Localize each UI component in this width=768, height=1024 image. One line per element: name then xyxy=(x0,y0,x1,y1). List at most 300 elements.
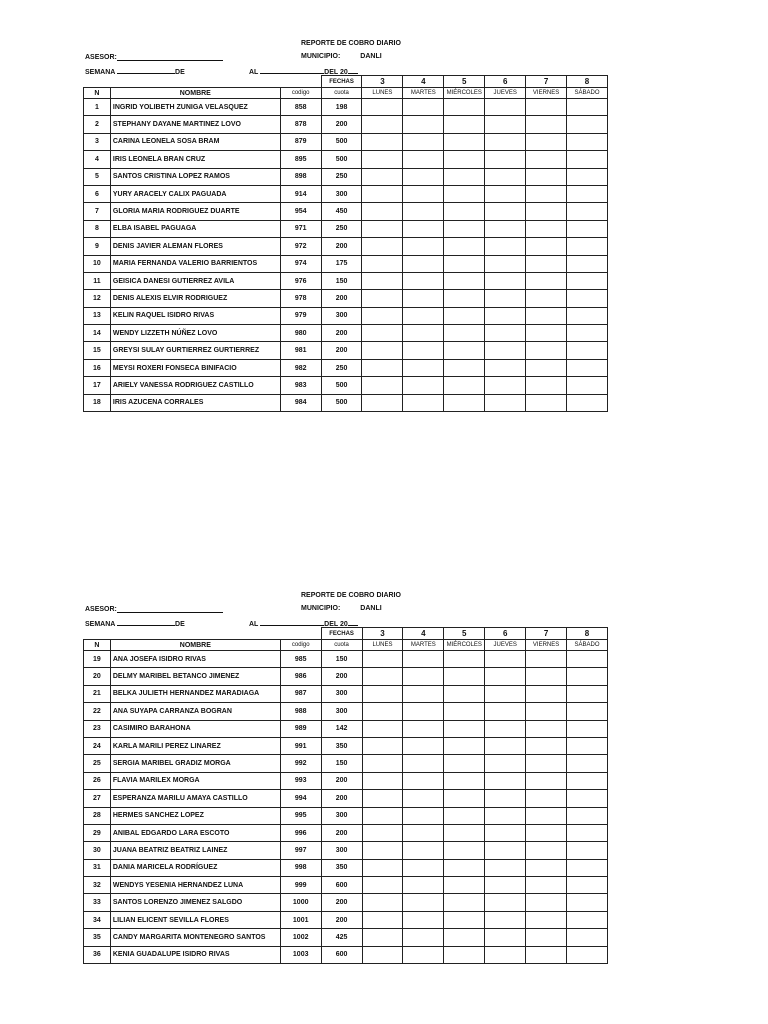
daily-payment-cell[interactable] xyxy=(403,807,444,824)
daily-payment-cell[interactable] xyxy=(444,220,485,237)
daily-payment-cell[interactable] xyxy=(362,359,403,376)
daily-payment-cell[interactable] xyxy=(526,824,567,841)
daily-payment-cell[interactable] xyxy=(362,272,403,289)
daily-payment-cell[interactable] xyxy=(403,772,444,789)
daily-payment-cell[interactable] xyxy=(444,272,485,289)
daily-payment-cell[interactable] xyxy=(526,877,567,894)
de-label: DE xyxy=(175,621,185,628)
daily-payment-cell[interactable] xyxy=(567,272,608,289)
daily-payment-cell[interactable] xyxy=(403,737,444,754)
daily-payment-cell[interactable] xyxy=(403,703,444,720)
client-quota: 450 xyxy=(321,203,362,220)
daily-payment-cell[interactable] xyxy=(362,377,403,394)
table-row xyxy=(84,772,608,789)
daily-payment-cell[interactable] xyxy=(526,685,567,702)
daily-payment-cell[interactable] xyxy=(567,929,608,946)
daily-payment-cell[interactable] xyxy=(362,203,403,220)
daily-payment-cell[interactable] xyxy=(567,168,608,185)
daily-payment-cell[interactable] xyxy=(567,859,608,876)
daily-payment-cell[interactable] xyxy=(362,894,403,911)
daily-payment-cell[interactable] xyxy=(444,668,485,685)
daily-payment-cell[interactable] xyxy=(526,807,567,824)
daily-payment-cell[interactable] xyxy=(403,238,444,255)
daily-payment-cell[interactable] xyxy=(485,238,526,255)
daily-payment-cell[interactable] xyxy=(403,359,444,376)
table-row xyxy=(84,894,608,911)
daily-payment-cell[interactable] xyxy=(567,946,608,963)
daily-payment-cell[interactable] xyxy=(567,290,608,307)
daily-payment-cell[interactable] xyxy=(526,842,567,859)
daily-payment-cell[interactable] xyxy=(444,307,485,324)
day-number: 3 xyxy=(362,76,403,88)
daily-payment-cell[interactable] xyxy=(485,807,526,824)
daily-payment-cell[interactable] xyxy=(403,790,444,807)
daily-payment-cell[interactable] xyxy=(403,151,444,168)
daily-payment-cell[interactable] xyxy=(444,203,485,220)
daily-payment-cell[interactable] xyxy=(444,824,485,841)
table-row xyxy=(84,133,608,150)
daily-payment-cell[interactable] xyxy=(444,185,485,202)
client-quota: 425 xyxy=(321,929,362,946)
daily-payment-cell[interactable] xyxy=(567,668,608,685)
daily-payment-cell[interactable] xyxy=(362,755,403,772)
client-code: 954 xyxy=(280,203,321,220)
daily-payment-cell[interactable] xyxy=(526,342,567,359)
daily-payment-cell[interactable] xyxy=(403,394,444,411)
daily-payment-cell[interactable] xyxy=(567,911,608,928)
daily-payment-cell[interactable] xyxy=(403,325,444,342)
daily-payment-cell[interactable] xyxy=(567,255,608,272)
daily-payment-cell[interactable] xyxy=(403,755,444,772)
daily-payment-cell[interactable] xyxy=(567,772,608,789)
daily-payment-cell[interactable] xyxy=(444,859,485,876)
client-quota: 198 xyxy=(321,99,362,116)
daily-payment-cell[interactable] xyxy=(403,685,444,702)
row-number: 2 xyxy=(84,116,111,133)
daily-payment-cell[interactable] xyxy=(526,755,567,772)
daily-payment-cell[interactable] xyxy=(403,877,444,894)
daily-payment-cell[interactable] xyxy=(567,703,608,720)
daily-payment-cell[interactable] xyxy=(485,290,526,307)
daily-payment-cell[interactable] xyxy=(526,307,567,324)
client-quota: 300 xyxy=(321,807,362,824)
client-quota: 300 xyxy=(321,703,362,720)
daily-payment-cell[interactable] xyxy=(444,685,485,702)
daily-payment-cell[interactable] xyxy=(403,377,444,394)
client-name: SERGIA MARIBEL GRADIZ MORGA xyxy=(110,755,280,772)
daily-payment-cell[interactable] xyxy=(526,325,567,342)
daily-payment-cell[interactable] xyxy=(485,824,526,841)
daily-payment-cell[interactable] xyxy=(444,807,485,824)
daily-payment-cell[interactable] xyxy=(567,790,608,807)
daily-payment-cell[interactable] xyxy=(526,668,567,685)
daily-payment-cell[interactable] xyxy=(567,116,608,133)
table-row xyxy=(84,99,608,116)
daily-payment-cell[interactable] xyxy=(485,359,526,376)
row-number: 24 xyxy=(84,737,111,754)
row-number: 3 xyxy=(84,133,111,150)
row-number: 20 xyxy=(84,668,111,685)
municipio-label: MUNICIPIO: xyxy=(301,53,341,60)
daily-payment-cell[interactable] xyxy=(444,894,485,911)
daily-payment-cell[interactable] xyxy=(403,842,444,859)
daily-payment-cell[interactable] xyxy=(444,133,485,150)
asesor-blank[interactable] xyxy=(117,52,223,61)
table-row xyxy=(84,168,608,185)
client-name: GLORIA MARIA RODRIGUEZ DUARTE xyxy=(110,203,280,220)
daily-payment-cell[interactable] xyxy=(444,737,485,754)
report-title: REPORTE DE COBRO DIARIO xyxy=(301,592,401,599)
day-name-header: LUNES xyxy=(362,640,403,651)
daily-payment-cell[interactable] xyxy=(362,859,403,876)
table-row xyxy=(84,720,608,737)
daily-payment-cell[interactable] xyxy=(362,342,403,359)
daily-payment-cell[interactable] xyxy=(362,394,403,411)
header-row-columns xyxy=(84,640,608,651)
day-name-header: SÁBADO xyxy=(567,88,608,99)
fechas-label: FECHAS xyxy=(321,628,362,640)
daily-payment-cell[interactable] xyxy=(444,290,485,307)
report-title: REPORTE DE COBRO DIARIO xyxy=(301,40,401,47)
row-number: 34 xyxy=(84,911,111,928)
day-name-header: VIERNES xyxy=(526,640,567,651)
daily-payment-cell[interactable] xyxy=(485,651,526,668)
daily-payment-cell[interactable] xyxy=(526,203,567,220)
daily-payment-cell[interactable] xyxy=(444,359,485,376)
daily-payment-cell[interactable] xyxy=(444,238,485,255)
daily-payment-cell[interactable] xyxy=(485,929,526,946)
collection-table xyxy=(83,75,608,412)
semana-blank[interactable] xyxy=(117,618,175,626)
table-row xyxy=(84,911,608,928)
daily-payment-cell[interactable] xyxy=(526,929,567,946)
client-code: 914 xyxy=(280,185,321,202)
daily-payment-cell[interactable] xyxy=(444,394,485,411)
daily-payment-cell[interactable] xyxy=(444,720,485,737)
daily-payment-cell[interactable] xyxy=(526,651,567,668)
daily-payment-cell[interactable] xyxy=(362,255,403,272)
daily-payment-cell[interactable] xyxy=(526,946,567,963)
table-row xyxy=(84,255,608,272)
daily-payment-cell[interactable] xyxy=(526,703,567,720)
daily-payment-cell[interactable] xyxy=(444,255,485,272)
daily-payment-cell[interactable] xyxy=(526,116,567,133)
client-quota: 200 xyxy=(321,116,362,133)
client-code: 1003 xyxy=(280,946,321,963)
daily-payment-cell[interactable] xyxy=(403,894,444,911)
daily-payment-cell[interactable] xyxy=(403,929,444,946)
client-name: GREYSI SULAY GURTIERREZ GURTIERREZ xyxy=(110,342,280,359)
daily-payment-cell[interactable] xyxy=(403,272,444,289)
day-number: 3 xyxy=(362,628,403,640)
daily-payment-cell[interactable] xyxy=(485,151,526,168)
daily-payment-cell[interactable] xyxy=(526,894,567,911)
daily-payment-cell[interactable] xyxy=(403,99,444,116)
daily-payment-cell[interactable] xyxy=(567,842,608,859)
daily-payment-cell[interactable] xyxy=(485,668,526,685)
daily-payment-cell[interactable] xyxy=(444,842,485,859)
daily-payment-cell[interactable] xyxy=(485,755,526,772)
daily-payment-cell[interactable] xyxy=(444,772,485,789)
daily-payment-cell[interactable] xyxy=(403,651,444,668)
client-code: 998 xyxy=(280,859,321,876)
daily-payment-cell[interactable] xyxy=(567,359,608,376)
client-name: DENIS ALEXIS ELVIR RODRIGUEZ xyxy=(110,290,280,307)
daily-payment-cell[interactable] xyxy=(362,116,403,133)
daily-payment-cell[interactable] xyxy=(485,772,526,789)
client-code: 858 xyxy=(280,99,321,116)
daily-payment-cell[interactable] xyxy=(362,185,403,202)
daily-payment-cell[interactable] xyxy=(444,342,485,359)
daily-payment-cell[interactable] xyxy=(485,946,526,963)
row-number: 29 xyxy=(84,824,111,841)
daily-payment-cell[interactable] xyxy=(567,377,608,394)
daily-payment-cell[interactable] xyxy=(526,238,567,255)
daily-payment-cell[interactable] xyxy=(362,946,403,963)
municipio-label: MUNICIPIO: xyxy=(301,605,341,612)
client-quota: 200 xyxy=(321,824,362,841)
daily-payment-cell[interactable] xyxy=(485,342,526,359)
daily-payment-cell[interactable] xyxy=(403,307,444,324)
daily-payment-cell[interactable] xyxy=(485,116,526,133)
daily-payment-cell[interactable] xyxy=(362,842,403,859)
daily-payment-cell[interactable] xyxy=(403,116,444,133)
daily-payment-cell[interactable] xyxy=(444,377,485,394)
row-number: 6 xyxy=(84,185,111,202)
daily-payment-cell[interactable] xyxy=(403,203,444,220)
daily-payment-cell[interactable] xyxy=(444,116,485,133)
daily-payment-cell[interactable] xyxy=(403,133,444,150)
daily-payment-cell[interactable] xyxy=(526,185,567,202)
daily-payment-cell[interactable] xyxy=(526,255,567,272)
semana-blank[interactable] xyxy=(117,66,175,74)
daily-payment-cell[interactable] xyxy=(526,359,567,376)
table-row xyxy=(84,325,608,342)
row-number: 4 xyxy=(84,151,111,168)
daily-payment-cell[interactable] xyxy=(362,877,403,894)
daily-payment-cell[interactable] xyxy=(485,911,526,928)
daily-payment-cell[interactable] xyxy=(526,272,567,289)
daily-payment-cell[interactable] xyxy=(526,99,567,116)
daily-payment-cell[interactable] xyxy=(526,790,567,807)
daily-payment-cell[interactable] xyxy=(485,685,526,702)
daily-payment-cell[interactable] xyxy=(444,99,485,116)
daily-payment-cell[interactable] xyxy=(444,168,485,185)
daily-payment-cell[interactable] xyxy=(526,720,567,737)
daily-payment-cell[interactable] xyxy=(485,842,526,859)
client-code: 972 xyxy=(280,238,321,255)
client-quota: 200 xyxy=(321,772,362,789)
row-number: 5 xyxy=(84,168,111,185)
daily-payment-cell[interactable] xyxy=(403,220,444,237)
daily-payment-cell[interactable] xyxy=(362,238,403,255)
client-quota: 300 xyxy=(321,842,362,859)
table-row xyxy=(84,359,608,376)
daily-payment-cell[interactable] xyxy=(362,807,403,824)
daily-payment-cell[interactable] xyxy=(362,720,403,737)
daily-payment-cell[interactable] xyxy=(485,168,526,185)
daily-payment-cell[interactable] xyxy=(567,737,608,754)
daily-payment-cell[interactable] xyxy=(567,755,608,772)
client-name: CARINA LEONELA SOSA BRAM xyxy=(110,133,280,150)
daily-payment-cell[interactable] xyxy=(567,685,608,702)
municipio-value: DANLI xyxy=(360,53,382,60)
daily-payment-cell[interactable] xyxy=(403,255,444,272)
daily-payment-cell[interactable] xyxy=(403,859,444,876)
daily-payment-cell[interactable] xyxy=(444,911,485,928)
daily-payment-cell[interactable] xyxy=(485,394,526,411)
daily-payment-cell[interactable] xyxy=(403,946,444,963)
daily-payment-cell[interactable] xyxy=(526,911,567,928)
client-name: IRIS LEONELA BRAN CRUZ xyxy=(110,151,280,168)
daily-payment-cell[interactable] xyxy=(485,877,526,894)
daily-payment-cell[interactable] xyxy=(567,877,608,894)
daily-payment-cell[interactable] xyxy=(526,377,567,394)
daily-payment-cell[interactable] xyxy=(362,290,403,307)
client-quota: 200 xyxy=(321,668,362,685)
daily-payment-cell[interactable] xyxy=(362,824,403,841)
row-number: 27 xyxy=(84,790,111,807)
asesor-field xyxy=(85,604,223,613)
daily-payment-cell[interactable] xyxy=(567,342,608,359)
daily-payment-cell[interactable] xyxy=(485,737,526,754)
header-spacer xyxy=(280,628,321,640)
daily-payment-cell[interactable] xyxy=(362,307,403,324)
daily-payment-cell[interactable] xyxy=(444,946,485,963)
daily-payment-cell[interactable] xyxy=(403,720,444,737)
client-name: YURY ARACELY CALIX PAGUADA xyxy=(110,185,280,202)
daily-payment-cell[interactable] xyxy=(362,911,403,928)
table-row xyxy=(84,842,608,859)
daily-payment-cell[interactable] xyxy=(567,133,608,150)
daily-payment-cell[interactable] xyxy=(526,133,567,150)
daily-payment-cell[interactable] xyxy=(362,220,403,237)
client-name: ARIELY VANESSA RODRIGUEZ CASTILLO xyxy=(110,377,280,394)
daily-payment-cell[interactable] xyxy=(567,651,608,668)
daily-payment-cell[interactable] xyxy=(444,151,485,168)
daily-payment-cell[interactable] xyxy=(485,894,526,911)
client-code: 997 xyxy=(280,842,321,859)
daily-payment-cell[interactable] xyxy=(362,703,403,720)
daily-payment-cell[interactable] xyxy=(444,790,485,807)
daily-payment-cell[interactable] xyxy=(485,99,526,116)
daily-payment-cell[interactable] xyxy=(526,737,567,754)
column-header-cuota: cuota xyxy=(321,640,362,651)
daily-payment-cell[interactable] xyxy=(526,859,567,876)
daily-payment-cell[interactable] xyxy=(526,151,567,168)
al-blank[interactable] xyxy=(260,66,324,74)
table-row xyxy=(84,342,608,359)
daily-payment-cell[interactable] xyxy=(485,255,526,272)
al-label: AL xyxy=(249,69,259,76)
daily-payment-cell[interactable] xyxy=(567,220,608,237)
daily-payment-cell[interactable] xyxy=(362,772,403,789)
client-name: KENIA GUADALUPE ISIDRO RIVAS xyxy=(110,946,280,963)
asesor-blank[interactable] xyxy=(117,604,223,613)
daily-payment-cell[interactable] xyxy=(567,824,608,841)
daily-payment-cell[interactable] xyxy=(362,668,403,685)
daily-payment-cell[interactable] xyxy=(485,307,526,324)
daily-payment-cell[interactable] xyxy=(485,703,526,720)
daily-payment-cell[interactable] xyxy=(526,772,567,789)
daily-payment-cell[interactable] xyxy=(444,703,485,720)
daily-payment-cell[interactable] xyxy=(567,307,608,324)
daily-payment-cell[interactable] xyxy=(485,220,526,237)
daily-payment-cell[interactable] xyxy=(485,325,526,342)
daily-payment-cell[interactable] xyxy=(567,807,608,824)
daily-payment-cell[interactable] xyxy=(444,877,485,894)
daily-payment-cell[interactable] xyxy=(567,151,608,168)
client-name: STEPHANY DAYANE MARTINEZ LOVO xyxy=(110,116,280,133)
daily-payment-cell[interactable] xyxy=(567,99,608,116)
column-header-n: N xyxy=(84,640,111,651)
daily-payment-cell[interactable] xyxy=(403,168,444,185)
daily-payment-cell[interactable] xyxy=(526,168,567,185)
daily-payment-cell[interactable] xyxy=(403,824,444,841)
column-header-codigo: codigo xyxy=(280,88,321,99)
daily-payment-cell[interactable] xyxy=(485,272,526,289)
daily-payment-cell[interactable] xyxy=(567,185,608,202)
daily-payment-cell[interactable] xyxy=(444,929,485,946)
client-quota: 500 xyxy=(321,133,362,150)
daily-payment-cell[interactable] xyxy=(485,133,526,150)
daily-payment-cell[interactable] xyxy=(567,394,608,411)
daily-payment-cell[interactable] xyxy=(485,720,526,737)
client-code: 979 xyxy=(280,307,321,324)
daily-payment-cell[interactable] xyxy=(567,238,608,255)
daily-payment-cell[interactable] xyxy=(362,325,403,342)
daily-payment-cell[interactable] xyxy=(526,394,567,411)
al-blank[interactable] xyxy=(260,618,324,626)
daily-payment-cell[interactable] xyxy=(362,651,403,668)
daily-payment-cell[interactable] xyxy=(485,859,526,876)
daily-payment-cell[interactable] xyxy=(362,737,403,754)
daily-payment-cell[interactable] xyxy=(362,790,403,807)
daily-payment-cell[interactable] xyxy=(403,668,444,685)
daily-payment-cell[interactable] xyxy=(526,220,567,237)
daily-payment-cell[interactable] xyxy=(362,133,403,150)
daily-payment-cell[interactable] xyxy=(362,929,403,946)
daily-payment-cell[interactable] xyxy=(403,290,444,307)
day-number: 6 xyxy=(485,628,526,640)
client-name: LILIAN ELICENT SEVILLA FLORES xyxy=(110,911,280,928)
daily-payment-cell[interactable] xyxy=(567,720,608,737)
daily-payment-cell[interactable] xyxy=(485,203,526,220)
daily-payment-cell[interactable] xyxy=(444,651,485,668)
daily-payment-cell[interactable] xyxy=(362,151,403,168)
daily-payment-cell[interactable] xyxy=(403,342,444,359)
daily-payment-cell[interactable] xyxy=(567,894,608,911)
daily-payment-cell[interactable] xyxy=(403,911,444,928)
daily-payment-cell[interactable] xyxy=(403,185,444,202)
header-row-columns xyxy=(84,88,608,99)
daily-payment-cell[interactable] xyxy=(444,325,485,342)
daily-payment-cell[interactable] xyxy=(485,790,526,807)
daily-payment-cell[interactable] xyxy=(444,755,485,772)
daily-payment-cell[interactable] xyxy=(362,99,403,116)
client-name: BELKA JULIETH HERNANDEZ MARADIAGA xyxy=(110,685,280,702)
daily-payment-cell[interactable] xyxy=(485,377,526,394)
client-name: SANTOS LORENZO JIMENEZ SALGDO xyxy=(110,894,280,911)
daily-payment-cell[interactable] xyxy=(526,290,567,307)
daily-payment-cell[interactable] xyxy=(567,325,608,342)
client-name: ANA JOSEFA ISIDRO RIVAS xyxy=(110,651,280,668)
daily-payment-cell[interactable] xyxy=(362,168,403,185)
daily-payment-cell[interactable] xyxy=(485,185,526,202)
day-name-header: JUEVES xyxy=(485,88,526,99)
daily-payment-cell[interactable] xyxy=(362,685,403,702)
daily-payment-cell[interactable] xyxy=(567,203,608,220)
